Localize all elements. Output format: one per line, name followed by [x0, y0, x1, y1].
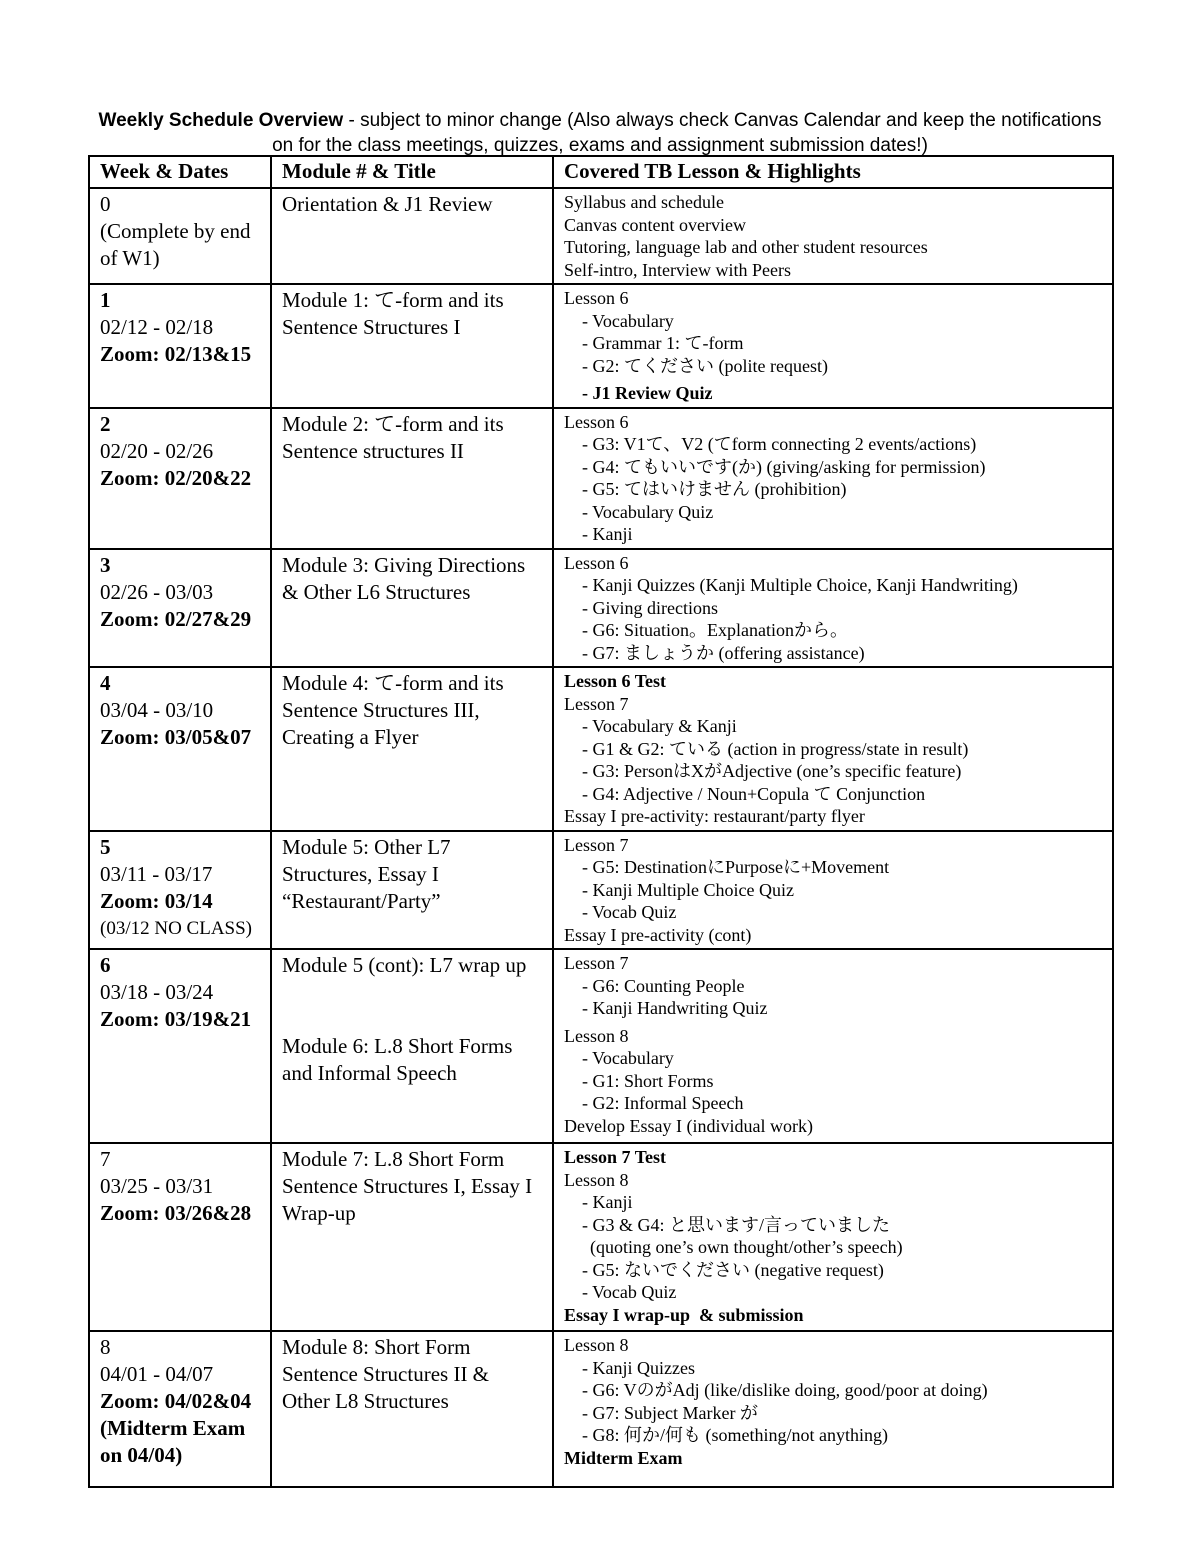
week-cell — [89, 284, 271, 408]
week-dates: 02/26 - 03/03 — [100, 579, 214, 604]
covered-line: - Kanji Handwriting Quiz — [582, 998, 768, 1018]
zoom-dates: Zoom: 03/14 — [100, 888, 213, 913]
table-row — [89, 284, 1113, 408]
module-cell — [271, 949, 553, 1143]
covered-line: Lesson 7 Test — [564, 1147, 667, 1167]
table-row — [89, 408, 1113, 549]
header-covered-lesson: Covered TB Lesson & Highlights — [553, 156, 1113, 188]
module-title: Module 5: Other L7 Structures, Essay I “Restaurant/Party” — [282, 834, 451, 913]
covered-line: Lesson 6 — [564, 411, 629, 432]
covered-line: - G3: PersonはXがAdjective (one’s specific feature) — [582, 761, 962, 781]
week-cell — [89, 188, 271, 284]
covered-cell — [553, 1331, 1113, 1487]
week-dates: 02/20 - 02/26 — [100, 438, 214, 463]
covered-line: - G6: Situation。Explanationから。 — [582, 620, 848, 640]
week-cell — [89, 667, 271, 831]
document-header — [88, 108, 1112, 158]
week-number: 1 — [100, 288, 111, 312]
covered-line: Essay I pre-activity: restaurant/party flyer — [564, 806, 865, 826]
covered-cell — [553, 1143, 1113, 1331]
covered-line: Essay I pre-activity (cont) — [564, 924, 752, 945]
module-cell — [271, 667, 553, 831]
covered-line: Develop Essay I (individual work) — [564, 1115, 813, 1136]
covered-cell — [553, 667, 1113, 831]
covered-line: Syllabus and schedule — [564, 192, 724, 212]
covered-line: - Vocabulary — [582, 310, 674, 331]
week-dates: 04/01 - 04/07 — [100, 1362, 214, 1386]
week-dates: 03/18 - 03/24 — [100, 980, 214, 1004]
module-title: Module 3: Giving Directions & Other L6 Structures — [282, 552, 526, 604]
covered-cell — [553, 188, 1113, 284]
week-cell — [89, 831, 271, 950]
covered-line: - G5: てはいけません (prohibition) — [582, 479, 847, 499]
covered-line: Lesson 6 — [564, 288, 629, 308]
covered-line: - Vocabulary — [582, 1048, 674, 1068]
covered-line: Lesson 8 — [564, 1169, 629, 1190]
covered-line: - G4: Adjective / Noun+Copula て Conjunction — [582, 783, 926, 804]
covered-line: - G7: ましょうか (offering assistance) — [582, 642, 865, 663]
covered-line: - Vocab Quiz — [582, 1282, 677, 1302]
module-cell — [271, 408, 553, 549]
table-row — [89, 549, 1113, 668]
covered-line: - Kanji — [582, 1192, 633, 1212]
week-number: 8 — [100, 1335, 111, 1359]
covered-line: Tutoring, language lab and other student resources — [564, 237, 928, 257]
covered-cell — [553, 408, 1113, 549]
covered-line: - G6: Counting People — [582, 975, 745, 996]
module-title: Module 5 (cont): L7 wrap up — [282, 953, 527, 977]
table-row — [89, 831, 1113, 950]
module-title: Module 6: L.8 Short Forms and Informal Speech — [282, 1034, 513, 1085]
covered-line: - Vocabulary & Kanji — [582, 716, 737, 736]
week-number: 5 — [100, 834, 111, 859]
module-cell — [271, 1331, 553, 1487]
week-number: 0 — [100, 192, 111, 216]
covered-line: - Giving directions — [582, 597, 718, 618]
week-dates: 02/12 - 02/18 — [100, 315, 214, 339]
covered-line: - G5: ないでください (negative request) — [582, 1259, 884, 1280]
covered-line: - G8: 何か/何も (something/not anything) — [582, 1425, 888, 1445]
week-dates: 03/04 - 03/10 — [100, 698, 214, 722]
covered-line: - Kanji — [582, 524, 633, 544]
header-week-dates: Week & Dates — [89, 156, 271, 188]
schedule-subtitle: - subject to minor change (Also always check Canvas Calendar and keep the notifications on for the class meetings, quizzes, exams and assignment submission dates!) — [272, 110, 1102, 156]
zoom-dates: Zoom: 02/13&15 — [100, 342, 252, 366]
module-cell — [271, 831, 553, 950]
covered-line: - Kanji Multiple Choice Quiz — [582, 879, 794, 900]
covered-line: - Grammar 1: て-form — [582, 333, 744, 353]
week-cell — [89, 949, 271, 1143]
covered-cell — [553, 831, 1113, 950]
covered-cell — [553, 949, 1113, 1143]
zoom-dates: Zoom: 03/05&07 — [100, 725, 252, 749]
table-row — [89, 188, 1113, 284]
covered-line: - Vocab Quiz — [582, 902, 677, 922]
covered-line: - G2: てください (polite request) — [582, 355, 828, 376]
covered-cell — [553, 549, 1113, 668]
covered-line: (quoting one’s own thought/other’s speech) — [590, 1237, 903, 1257]
week-dates: 03/11 - 03/17 — [100, 861, 213, 886]
covered-line: - Kanji Quizzes (Kanji Multiple Choice, Kanji Handwriting) — [582, 575, 1018, 595]
module-title: Module 7: L.8 Short Form Sentence Structures I, Essay I Wrap-up — [282, 1147, 533, 1225]
table-row — [89, 667, 1113, 831]
zoom-dates: Zoom: 02/27&29 — [100, 606, 252, 631]
covered-line: Lesson 8 — [564, 1335, 629, 1355]
table-row — [89, 949, 1113, 1143]
covered-line: - G2: Informal Speech — [582, 1093, 744, 1113]
covered-line: - G3 & G4: と思います/言っていました — [582, 1214, 890, 1235]
module-cell — [271, 549, 553, 668]
module-title: Orientation & J1 Review — [282, 192, 493, 216]
covered-line: - G1 & G2: ている (action in progress/state in result) — [582, 738, 969, 759]
module-cell — [271, 1143, 553, 1331]
covered-line: - G4: てもいいです(か) (giving/asking for permission) — [582, 456, 986, 477]
no-class-note: (03/12 NO CLASS) — [100, 917, 253, 939]
zoom-dates: Zoom: 04/02&04 — [100, 1389, 252, 1413]
covered-line: - Vocabulary Quiz — [582, 501, 714, 522]
covered-line: Lesson 8 — [564, 1025, 629, 1046]
week-dates: 03/25 - 03/31 — [100, 1174, 214, 1198]
module-title: Module 8: Short Form Sentence Structures II & Other L8 Structures — [282, 1335, 490, 1413]
zoom-dates: Zoom: 03/26&28 — [100, 1201, 252, 1225]
table-header-row — [89, 156, 1113, 188]
midterm-exam-note: (Midterm Exam on 04/04) — [100, 1416, 246, 1467]
week-cell — [89, 549, 271, 668]
covered-line: Canvas content overview — [564, 214, 746, 235]
schedule-title: Weekly Schedule Overview — [98, 110, 344, 131]
covered-cell — [553, 284, 1113, 408]
covered-line: - G1: Short Forms — [582, 1070, 714, 1091]
week-cell — [89, 1143, 271, 1331]
week-number: 7 — [100, 1147, 111, 1171]
covered-line: Essay I wrap-up & submission — [564, 1304, 804, 1325]
module-title: Module 1: て-form and its Sentence Structures I — [282, 288, 504, 339]
week-cell — [89, 408, 271, 549]
covered-line: Lesson 6 Test — [564, 671, 667, 691]
table-row — [89, 1143, 1113, 1331]
covered-line: - Kanji Quizzes — [582, 1357, 695, 1378]
covered-line: Self-intro, Interview with Peers — [564, 259, 791, 280]
module-title: Module 2: て-form and its Sentence structures II — [282, 411, 504, 463]
zoom-dates: Zoom: 03/19&21 — [100, 1007, 252, 1031]
covered-line: - G3: V1て、V2 (てform connecting 2 events/actions) — [582, 434, 977, 454]
header-module-title: Module # & Title — [271, 156, 553, 188]
covered-line: Lesson 6 — [564, 552, 629, 573]
week-number: 6 — [100, 953, 111, 977]
covered-line: Lesson 7 — [564, 953, 629, 973]
week-dates: (Complete by end of W1) — [100, 219, 251, 270]
module-title: Module 4: て-form and its Sentence Structures III, Creating a Flyer — [282, 671, 504, 749]
covered-line: - G6: VのがAdj (like/dislike doing, good/poor at doing) — [582, 1380, 988, 1400]
covered-line: - G5: DestinationにPurposeに+Movement — [582, 857, 890, 877]
week-number: 2 — [100, 411, 111, 436]
zoom-dates: Zoom: 02/20&22 — [100, 465, 252, 490]
covered-line: Lesson 7 — [564, 693, 629, 714]
week-number: 3 — [100, 552, 111, 577]
module-cell — [271, 188, 553, 284]
week-cell — [89, 1331, 271, 1487]
covered-line: Midterm Exam — [564, 1447, 683, 1468]
week-number: 4 — [100, 671, 111, 695]
schedule-table — [88, 155, 1114, 1488]
module-cell — [271, 284, 553, 408]
table-row — [89, 1331, 1113, 1487]
covered-line: - J1 Review Quiz — [582, 383, 713, 403]
module-gap — [282, 979, 542, 1033]
covered-line: - G7: Subject Marker が — [582, 1402, 758, 1423]
covered-line: Lesson 7 — [564, 834, 629, 855]
